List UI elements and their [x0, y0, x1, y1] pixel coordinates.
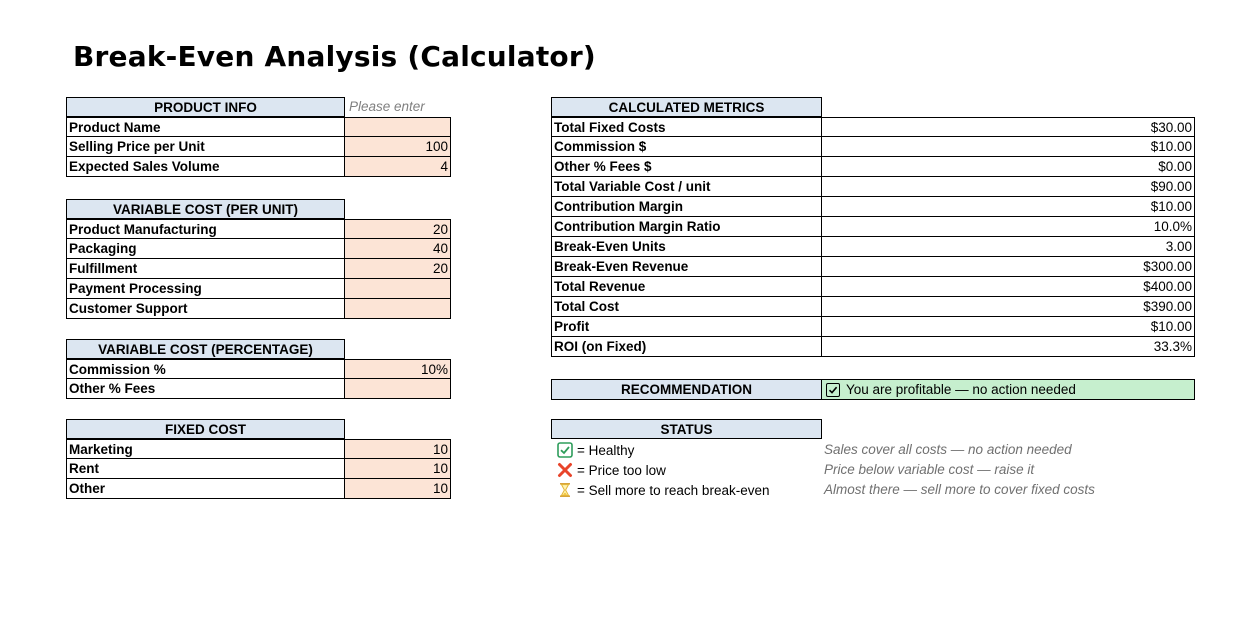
metric-value: $30.00	[822, 117, 1195, 137]
metric-label: Break-Even Units	[551, 237, 822, 257]
variable-cost-pct-header: VARIABLE COST (PERCENTAGE)	[66, 339, 345, 359]
metric-value: $0.00	[822, 157, 1195, 177]
fixed-cost-table	[66, 419, 451, 499]
status-description: Sales cover all costs — no action needed	[824, 442, 1072, 457]
status-legend-item	[552, 460, 769, 480]
metric-value: $10.00	[822, 317, 1195, 337]
commission-pct-label: Commission %	[66, 359, 345, 379]
metric-label: Contribution Margin Ratio	[551, 217, 822, 237]
payment-processing-input[interactable]	[345, 279, 451, 299]
selling-price-input[interactable]: 100	[345, 137, 451, 157]
metric-label: ROI (on Fixed)	[551, 337, 822, 357]
other-fees-pct-input[interactable]	[345, 379, 451, 399]
variable-cost-unit-table	[66, 199, 451, 319]
marketing-input[interactable]: 10	[345, 439, 451, 459]
other-fees-pct-label: Other % Fees	[66, 379, 345, 399]
metric-label: Commission $	[551, 137, 822, 157]
other-fixed-label: Other	[66, 479, 345, 499]
metric-value: $390.00	[822, 297, 1195, 317]
page-title: Break-Even Analysis (Calculator)	[73, 40, 596, 73]
rent-label: Rent	[66, 459, 345, 479]
metric-label: Profit	[551, 317, 822, 337]
product-info-table	[66, 97, 451, 177]
status-label: = Sell more to reach break-even	[577, 482, 770, 498]
metric-label: Total Cost	[551, 297, 822, 317]
red-x-icon	[555, 460, 575, 480]
metric-value: 33.3%	[822, 337, 1195, 357]
hourglass-icon	[555, 480, 575, 500]
manufacturing-input[interactable]: 20	[345, 219, 451, 239]
metric-value: $10.00	[822, 137, 1195, 157]
status-description: Price below variable cost — raise it	[824, 462, 1035, 477]
customer-support-label: Customer Support	[66, 299, 345, 319]
status-header: STATUS	[551, 419, 822, 439]
status-legend-item	[552, 480, 769, 500]
rent-input[interactable]: 10	[345, 459, 451, 479]
other-fixed-input[interactable]: 10	[345, 479, 451, 499]
metric-label: Other % Fees $	[551, 157, 822, 177]
metric-value: $300.00	[822, 257, 1195, 277]
status-descriptions	[824, 440, 1095, 500]
fulfillment-label: Fulfillment	[66, 259, 345, 279]
commission-pct-input[interactable]: 10%	[345, 359, 451, 379]
metrics-table	[551, 97, 1195, 357]
metric-value: $90.00	[822, 177, 1195, 197]
status-legend	[552, 440, 769, 500]
please-enter-hint: Please enter	[349, 99, 425, 114]
metric-label: Total Variable Cost / unit	[551, 177, 822, 197]
status-label: = Healthy	[577, 442, 635, 458]
status-description: Almost there — sell more to cover fixed costs	[824, 482, 1095, 497]
metric-value: $400.00	[822, 277, 1195, 297]
variable-cost-unit-header: VARIABLE COST (PER UNIT)	[66, 199, 345, 219]
manufacturing-label: Product Manufacturing	[66, 219, 345, 239]
recommendation-header: RECOMMENDATION	[551, 379, 822, 400]
packaging-input[interactable]: 40	[345, 239, 451, 259]
metric-value: $10.00	[822, 197, 1195, 217]
metric-label: Contribution Margin	[551, 197, 822, 217]
check-box-icon	[826, 383, 840, 397]
metrics-header: CALCULATED METRICS	[551, 97, 822, 117]
status-label: = Price too low	[577, 462, 666, 478]
status-table	[551, 419, 822, 439]
metric-label: Total Fixed Costs	[551, 117, 822, 137]
green-check-icon	[555, 440, 575, 460]
variable-cost-pct-table	[66, 339, 451, 399]
product-name-input[interactable]	[345, 117, 451, 137]
sales-volume-label: Expected Sales Volume	[66, 157, 345, 177]
metric-value: 3.00	[822, 237, 1195, 257]
recommendation-text: You are profitable — no action needed	[846, 382, 1076, 397]
marketing-label: Marketing	[66, 439, 345, 459]
product-name-label: Product Name	[66, 117, 345, 137]
selling-price-label: Selling Price per Unit	[66, 137, 345, 157]
status-legend-item	[552, 440, 769, 460]
packaging-label: Packaging	[66, 239, 345, 259]
metric-label: Break-Even Revenue	[551, 257, 822, 277]
recommendation-value	[822, 379, 1195, 400]
metric-label: Total Revenue	[551, 277, 822, 297]
fulfillment-input[interactable]: 20	[345, 259, 451, 279]
fixed-cost-header: FIXED COST	[66, 419, 345, 439]
payment-processing-label: Payment Processing	[66, 279, 345, 299]
metric-value: 10.0%	[822, 217, 1195, 237]
customer-support-input[interactable]	[345, 299, 451, 319]
sales-volume-input[interactable]: 4	[345, 157, 451, 177]
product-info-header: PRODUCT INFO	[66, 97, 345, 117]
recommendation-row	[551, 379, 1195, 400]
